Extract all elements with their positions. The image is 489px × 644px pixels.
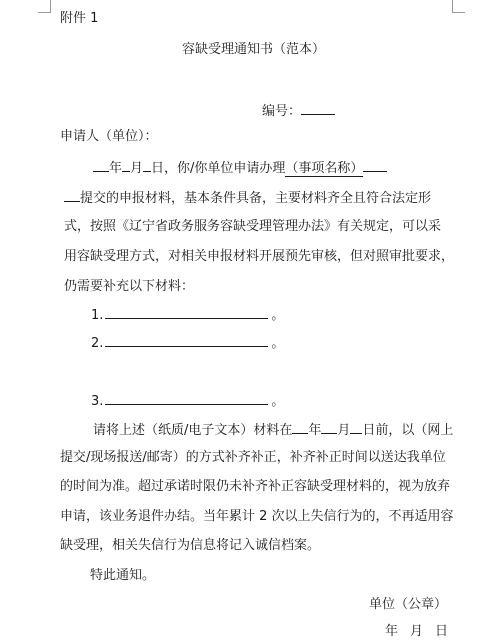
item-end: 。 [271, 308, 285, 323]
para1-line1 [93, 158, 387, 178]
para1-line4: 用容缺受理方式，对相关申报材料开展预先审核，但对照审批要求， [64, 249, 455, 264]
material-item-2 [91, 333, 284, 353]
item-name-placeholder: （事项名称） [285, 161, 364, 176]
signature-seal-label: 单位（公章） [369, 597, 448, 612]
para2-line4: 申请，该业务退件办结。当年累计 2 次以上失信行为的，不再适用容 [60, 509, 454, 524]
month-text: 月 [130, 161, 144, 176]
day-apply-text: 日，你/你单位申请办理 [151, 161, 286, 176]
closing-notice: 特此通知。 [90, 568, 156, 583]
para2-line5: 缺受理，相关失信行为信息将记入诚信档案。 [60, 538, 321, 553]
para1-line5: 仍需要补充以下材料： [64, 279, 195, 294]
para2-line2: 提交/现场报送/邮寄）的方式补齐补正，补齐补正时间以送达我单位 [60, 450, 446, 465]
number-label: 编号： [262, 104, 302, 119]
para1-line3: 式，按照《辽宁省政务服务容缺受理管理办法》有关规定，可以采 [64, 219, 442, 234]
month-blank [122, 158, 130, 172]
margin-corner-mark-left [38, 0, 51, 13]
material-item-3 [91, 391, 284, 411]
date-day: 日 [435, 624, 449, 639]
signature-date [385, 623, 448, 641]
material-item-1 [91, 305, 284, 325]
number-blank [301, 101, 335, 115]
item-blank-line [105, 391, 268, 405]
item-blank-line [105, 305, 268, 319]
item-number: 1. [91, 308, 104, 323]
item-end: 。 [271, 394, 285, 409]
para1-line2 [64, 188, 431, 208]
applicant-label: 申请人（单位）： [60, 129, 158, 144]
item-number: 3. [91, 394, 104, 409]
item-name-blank [363, 158, 387, 172]
para1-line2-text: 提交的申报材料，基本条件具备，主要材料齐全且符合法定形 [80, 191, 432, 206]
deadline-year-blank [292, 420, 308, 434]
document-number [262, 101, 335, 121]
deadline-month-blank [321, 420, 337, 434]
para2-line1-d: 日前，以（网上 [362, 423, 454, 438]
para2-line1-a: 请将上述（纸质/电子文本）材料在 [93, 423, 293, 438]
para2-month-text: 月 [337, 423, 351, 438]
para2-year-text: 年 [308, 423, 322, 438]
margin-corner-mark-right [452, 0, 465, 13]
deadline-day-blank [350, 420, 362, 434]
year-blank [93, 158, 109, 172]
attachment-label: 附件 1 [60, 11, 99, 26]
item-number: 2. [91, 336, 104, 351]
item-end: 。 [271, 336, 285, 351]
date-year: 年 [385, 624, 399, 639]
date-month: 月 [410, 624, 424, 639]
para2-line3: 的时间为准。超过承诺时限仍未补齐补正容缺受理材料的，视为放弃 [60, 479, 451, 494]
submitted-blank [64, 188, 80, 202]
item-blank-line [105, 333, 268, 347]
document-title: 容缺受理通知书（范本） [182, 42, 326, 57]
day-blank [143, 158, 151, 172]
year-text: 年 [109, 161, 123, 176]
para2-line1 [93, 420, 453, 440]
